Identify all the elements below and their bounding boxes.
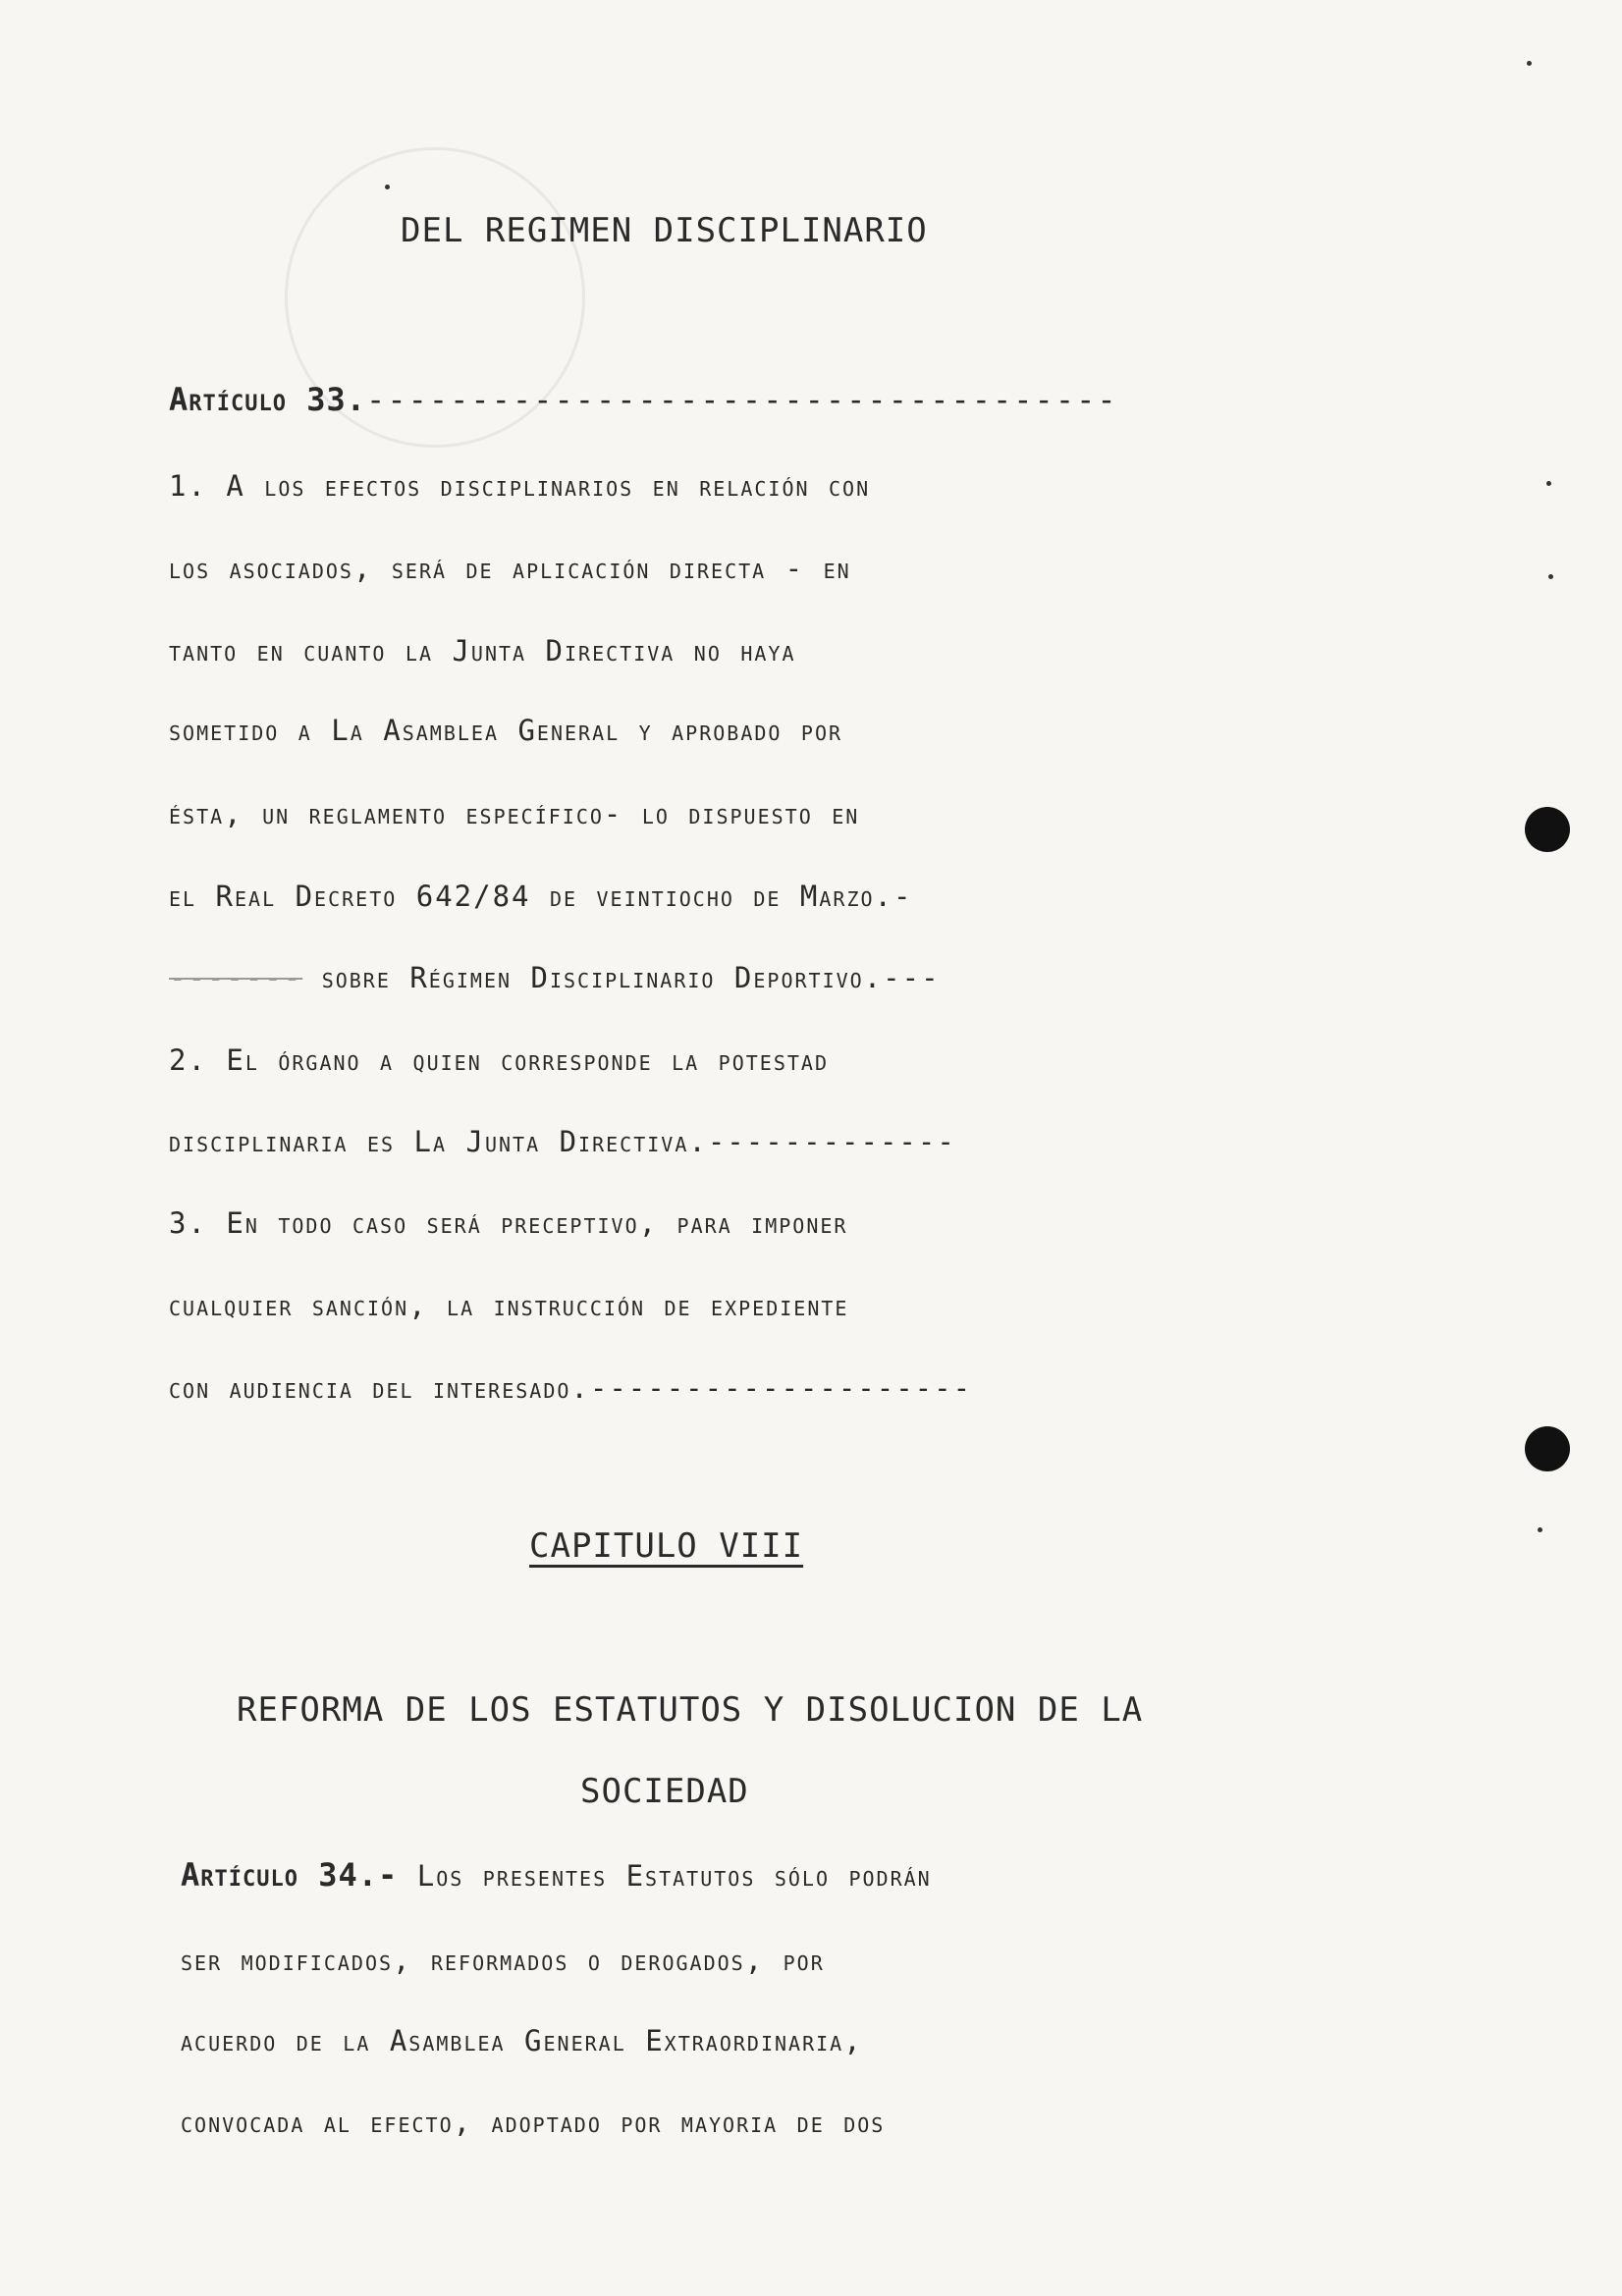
article-33-line: sometido a La Asamblea General y aprobado por <box>169 714 843 747</box>
chapter-subtitle-line2: SOCIEDAD <box>580 1772 749 1811</box>
article-33-heading <box>169 381 1141 418</box>
article-33-line-text: sobre Régimen Disciplinario Deportivo.--- <box>321 961 941 994</box>
article-33-line: tanto en cuanto la Junta Directiva no haya <box>169 634 796 667</box>
speck <box>1527 61 1532 66</box>
article-34-line: ser modificados, reformados o derogados, por <box>181 1944 825 1977</box>
article-34-line-text: Los presentes Estatutos sólo podrán <box>398 1859 932 1893</box>
article-34-line: acuerdo de la Asamblea General Extraordinaria, <box>181 2024 863 2057</box>
speck <box>1538 1527 1542 1532</box>
article-33-line: disciplinaria es La Junta Directiva.------------- <box>169 1125 956 1158</box>
article-33-line: con audiencia del interesado.-------------------- <box>169 1371 973 1405</box>
chapter-title: CAPITULO VIII <box>529 1526 804 1566</box>
page-title: DEL REGIMEN DISCIPLINARIO <box>401 211 928 250</box>
chapter-subtitle-line1: REFORMA DE LOS ESTATUTOS Y DISOLUCION DE LA <box>237 1690 1144 1730</box>
article-33-line: ésta, un reglamento específico- lo dispuesto en <box>169 797 860 830</box>
article-33-line: 3. En todo caso será preceptivo, para imponer <box>169 1206 848 1240</box>
article-33-line: cualquier sanción, la instrucción de expediente <box>169 1289 849 1322</box>
punch-hole-bottom <box>1525 1426 1570 1471</box>
punch-hole-top <box>1525 807 1570 852</box>
article-33-line: 1. A los efectos disciplinarios en relación con <box>169 469 871 503</box>
article-33-line: el Real Decreto 642/84 de veintiocho de Marzo.- <box>169 880 913 913</box>
speck <box>385 185 390 189</box>
article-34-label: Artículo 34.- <box>181 1856 399 1894</box>
article-33-line <box>169 961 1141 994</box>
article-33-line: 2. El órgano a quien corresponde la potestad <box>169 1043 829 1077</box>
speck <box>1548 574 1553 579</box>
article-33-dashes: ------------------------------------ <box>366 381 1118 418</box>
speck <box>1546 481 1551 486</box>
article-33-line: los asociados, será de aplicación directa - en <box>169 552 851 585</box>
article-34-line: convocada al efecto, adoptado por mayoria de dos <box>181 2106 886 2139</box>
article-33-label: Artículo 33. <box>169 381 367 418</box>
article-34-heading <box>181 1856 1153 1894</box>
struck-out-text: ------- <box>169 961 303 994</box>
